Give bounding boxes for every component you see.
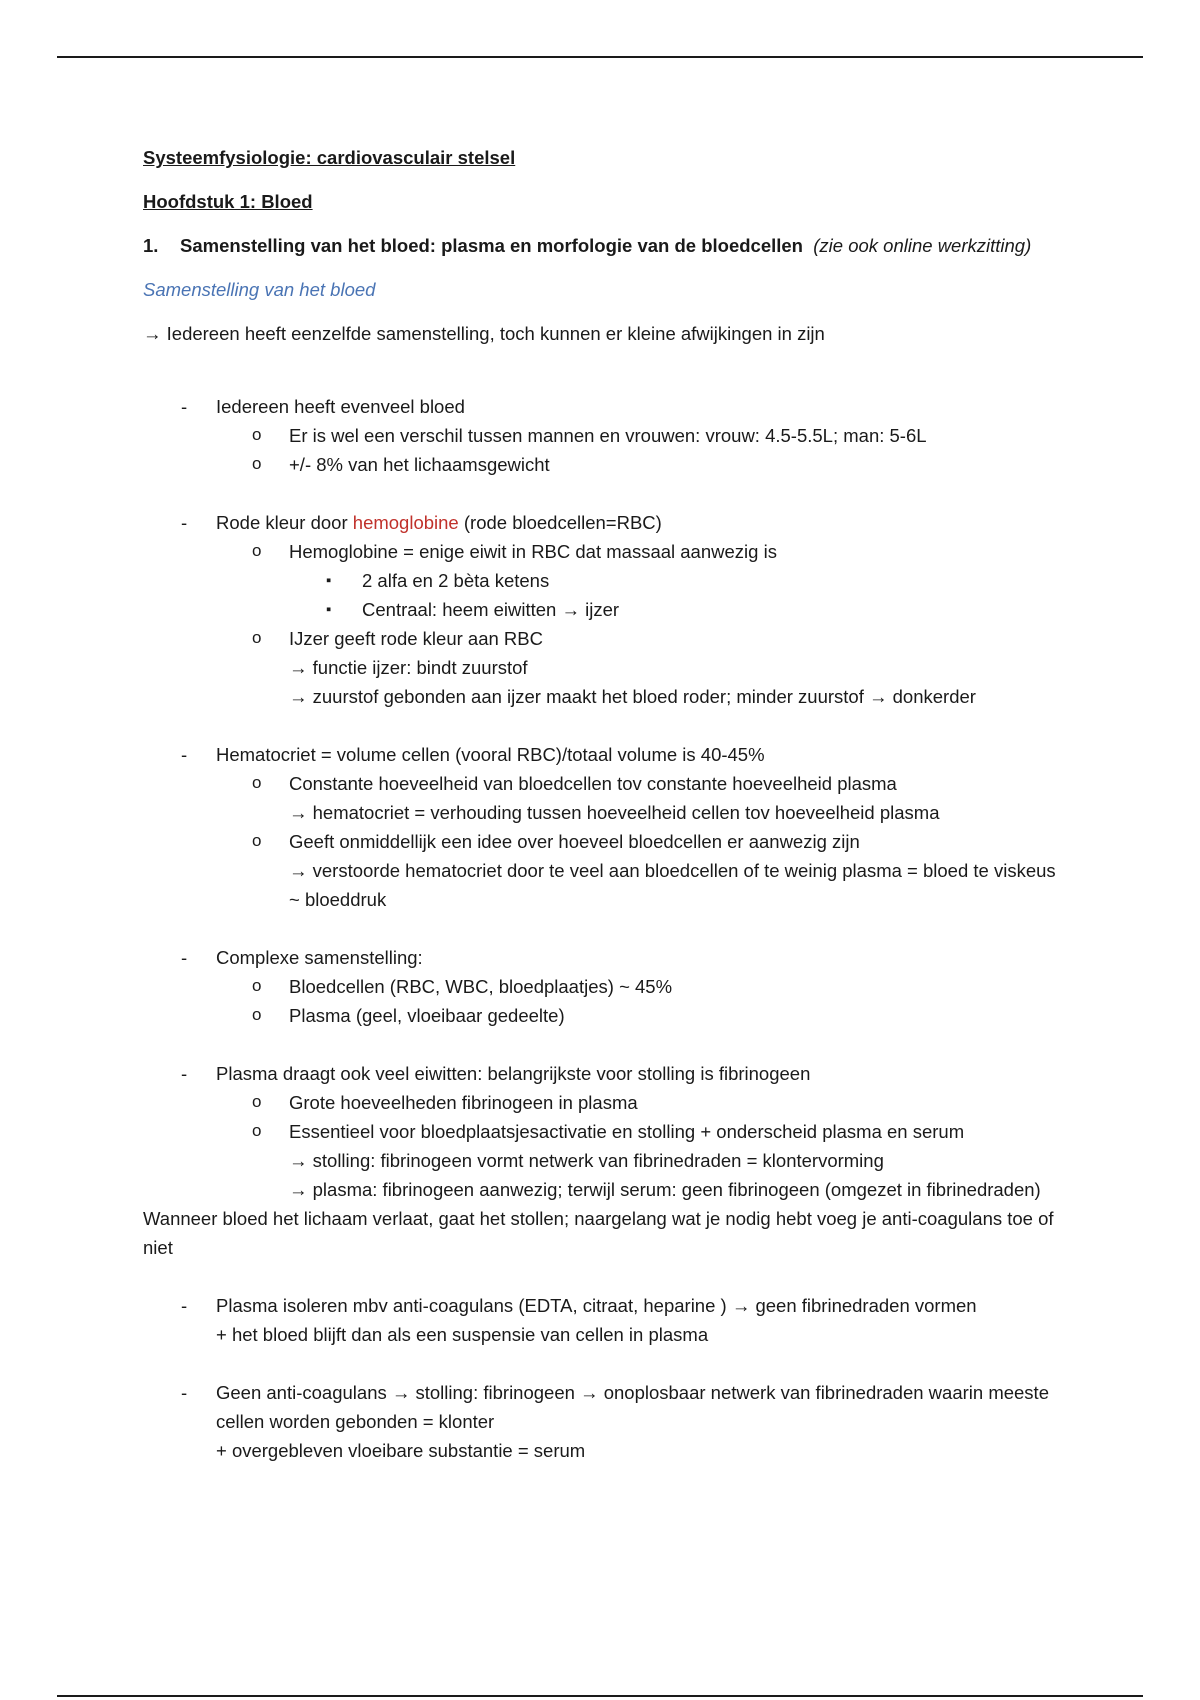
list-item <box>216 537 1063 624</box>
document-page <box>143 143 1063 1465</box>
sub-list <box>216 537 1063 711</box>
list-item <box>216 1117 1063 1204</box>
sub-list <box>216 769 1063 914</box>
text-fragment: Rode kleur door <box>216 512 353 533</box>
list-item <box>143 1378 1063 1465</box>
section-note: (zie ook online werkzitting) <box>813 235 1032 256</box>
list-item: ▪ 2 alfa en 2 bèta ketens <box>289 566 1063 595</box>
list-item <box>143 1291 1063 1349</box>
list-item <box>216 769 1063 827</box>
list-item <box>143 508 1063 711</box>
sub-text-continuation: → zuurstof gebonden aan ijzer maakt het bloed roder; minder zuurstof → donkerder <box>289 686 976 707</box>
list-item <box>143 1059 1063 1204</box>
intro-paragraph: → Iedereen heeft eenzelfde samenstelling, toch kunnen er kleine afwijkingen in zijn <box>143 323 825 344</box>
sub-text-continuation: → functie ijzer: bindt zuurstof <box>289 657 528 678</box>
body-paragraph: Wanneer bloed het lichaam verlaat, gaat het stollen; naargelang wat je nodig hebt voeg je anti-coagulans toe of niet <box>143 1208 1054 1258</box>
bullet-text: - Hematocriet = volume cellen (vooral RBC)/totaal volume is 40-45% <box>216 744 765 765</box>
sub-text: o Hemoglobine = enige eiwit in RBC dat massaal aanwezig is <box>289 541 777 562</box>
highlight-term: hemoglobine <box>352 512 459 533</box>
top-rule <box>57 56 1143 58</box>
sub-list <box>216 421 1063 479</box>
list-item: o Grote hoeveelheden fibrinogeen in plasma <box>216 1088 1063 1117</box>
sub-text-continuation: → verstoorde hematocriet door te veel aan bloedcellen of te weinig plasma = bloed te viskeus ~ bloeddruk <box>289 860 1056 910</box>
bullet-text: - Plasma isoleren mbv anti-coagulans (EDTA, citraat, heparine ) → geen fibrinedraden vormen <box>216 1295 977 1316</box>
bullet-text: - Plasma draagt ook veel eiwitten: belangrijkste voor stolling is fibrinogeen <box>216 1063 811 1084</box>
bullet-text: - Complexe samenstelling: <box>216 947 423 968</box>
sub-text: o Essentieel voor bloedplaatsjesactivatie en stolling + onderscheid plasma en serum <box>289 1121 965 1142</box>
section-heading <box>143 231 1063 260</box>
sub-list <box>216 1088 1063 1204</box>
section-body <box>180 231 1063 260</box>
sub-text-continuation: → stolling: fibrinogeen vormt netwerk van fibrinedraden = klontervorming <box>289 1150 884 1171</box>
bullet-list-2 <box>143 1291 1063 1465</box>
list-item <box>143 740 1063 914</box>
bullet-list-1 <box>143 392 1063 1204</box>
sub-text: o Geeft onmiddellijk een idee over hoeveel bloedcellen er aanwezig zijn <box>289 831 860 852</box>
subheading: Samenstelling van het bloed <box>143 279 376 300</box>
text-fragment: (rode bloedcellen=RBC) <box>458 512 662 533</box>
list-item <box>216 827 1063 914</box>
list-item <box>143 392 1063 479</box>
list-item: o Er is wel een verschil tussen mannen en vrouwen: vrouw: 4.5-5.5L; man: 5-6L <box>216 421 1063 450</box>
sub-text-continuation: → plasma: fibrinogeen aanwezig; terwijl serum: geen fibrinogeen (omgezet in fibrinedraden) <box>289 1179 1041 1200</box>
bullet-text-continuation: + overgebleven vloeibare substantie = serum <box>216 1440 586 1461</box>
sub-text: o Constante hoeveelheid van bloedcellen tov constante hoeveelheid plasma <box>289 773 897 794</box>
bullet-text: - Geen anti-coagulans → stolling: fibrinogeen → onoplosbaar netwerk van fibrinedraden waarin meeste cellen worden gebonden = klonter <box>216 1382 1049 1432</box>
bottom-rule <box>57 1695 1143 1697</box>
list-item: ▪ Centraal: heem eiwitten → ijzer <box>289 595 1063 624</box>
sub-text: o IJzer geeft rode kleur aan RBC <box>289 628 543 649</box>
chapter-title: Hoofdstuk 1: Bloed <box>143 191 313 212</box>
sub-list <box>216 972 1063 1030</box>
list-item: o Bloedcellen (RBC, WBC, bloedplaatjes) ~ 45% <box>216 972 1063 1001</box>
sub-text-continuation: → hematocriet = verhouding tussen hoeveelheid cellen tov hoeveelheid plasma <box>289 802 940 823</box>
section-title: Samenstelling van het bloed: plasma en morfologie van de bloedcellen <box>180 235 803 256</box>
section-number: 1. <box>143 235 159 256</box>
list-item <box>143 943 1063 1030</box>
bullet-text: - Iedereen heeft evenveel bloed <box>216 396 465 417</box>
list-item: o +/- 8% van het lichaamsgewicht <box>216 450 1063 479</box>
document-title: Systeemfysiologie: cardiovasculair stelsel <box>143 147 516 168</box>
list-item <box>216 624 1063 711</box>
sub-sub-list <box>289 566 1063 624</box>
list-item: o Plasma (geel, vloeibaar gedeelte) <box>216 1001 1063 1030</box>
bullet-text-continuation: + het bloed blijft dan als een suspensie van cellen in plasma <box>216 1324 709 1345</box>
bullet-text <box>216 508 1063 537</box>
